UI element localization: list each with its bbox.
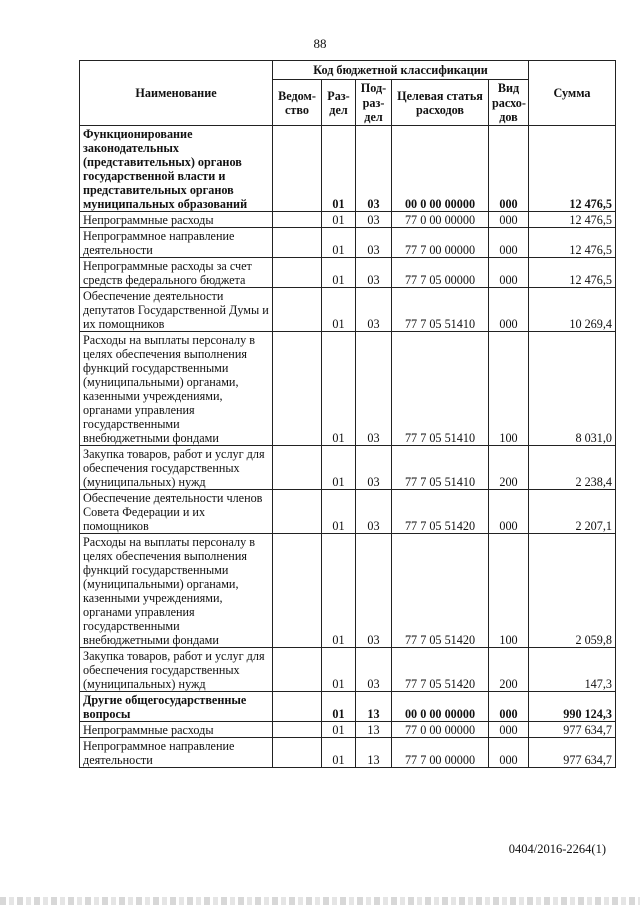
header-summa: Сумма xyxy=(529,61,616,126)
table-row xyxy=(80,648,616,692)
cell-summa: 12 476,5 xyxy=(529,126,616,212)
cell-vedomstvo xyxy=(273,446,322,490)
cell-vedomstvo xyxy=(273,692,322,722)
table-row xyxy=(80,288,616,332)
cell-name: Непрограммные расходы за счет средств федерального бюджета xyxy=(80,258,273,288)
cell-tselevaya-statya: 77 7 05 51410 xyxy=(392,446,489,490)
cell-name: Функционирование законодательных (представительных) органов государственной власти и представительных органов муниципальных образований xyxy=(80,126,273,212)
scan-artifact-strip xyxy=(0,897,640,905)
cell-summa: 977 634,7 xyxy=(529,722,616,738)
cell-tselevaya-statya: 77 0 00 00000 xyxy=(392,212,489,228)
cell-vedomstvo xyxy=(273,228,322,258)
cell-vid-raskhodov: 000 xyxy=(489,288,529,332)
cell-name: Непрограммные расходы xyxy=(80,722,273,738)
cell-tselevaya-statya: 77 7 05 51410 xyxy=(392,288,489,332)
header-tselevaya-statya: Целевая статья расходов xyxy=(392,80,489,126)
table-row xyxy=(80,738,616,768)
cell-vid-raskhodov: 000 xyxy=(489,258,529,288)
cell-name: Расходы на выплаты персоналу в целях обеспечения выполнения функций государственными (муниципальными) органами, казенными учреждениями, органами управления государственными внебюджетными фондами xyxy=(80,332,273,446)
cell-tselevaya-statya: 77 7 05 51420 xyxy=(392,534,489,648)
cell-vedomstvo xyxy=(273,648,322,692)
cell-summa: 977 634,7 xyxy=(529,738,616,768)
cell-podrazdel: 03 xyxy=(356,332,392,446)
cell-summa: 12 476,5 xyxy=(529,212,616,228)
table-row xyxy=(80,722,616,738)
header-vid-raskhodov: Вид расхо-дов xyxy=(489,80,529,126)
cell-razdel: 01 xyxy=(322,490,356,534)
cell-vid-raskhodov: 000 xyxy=(489,738,529,768)
cell-vedomstvo xyxy=(273,490,322,534)
cell-summa: 147,3 xyxy=(529,648,616,692)
cell-name: Расходы на выплаты персоналу в целях обеспечения выполнения функций государственными (муниципальными) органами, казенными учреждениями, органами управления государственными внебюджетными фондами xyxy=(80,534,273,648)
cell-vid-raskhodov: 000 xyxy=(489,692,529,722)
cell-vid-raskhodov: 000 xyxy=(489,126,529,212)
cell-vedomstvo xyxy=(273,288,322,332)
table-row xyxy=(80,228,616,258)
cell-razdel: 01 xyxy=(322,738,356,768)
cell-name: Непрограммные расходы xyxy=(80,212,273,228)
cell-vedomstvo xyxy=(273,534,322,648)
cell-summa: 10 269,4 xyxy=(529,288,616,332)
cell-name: Другие общегосударственные вопросы xyxy=(80,692,273,722)
cell-razdel: 01 xyxy=(322,228,356,258)
header-podrazdel: Под-раз-дел xyxy=(356,80,392,126)
header-name: Наименование xyxy=(80,61,273,126)
table-row xyxy=(80,534,616,648)
table-row xyxy=(80,332,616,446)
cell-razdel: 01 xyxy=(322,332,356,446)
table-body xyxy=(80,126,616,768)
table-row xyxy=(80,212,616,228)
cell-tselevaya-statya: 00 0 00 00000 xyxy=(392,126,489,212)
cell-summa: 2 238,4 xyxy=(529,446,616,490)
budget-table xyxy=(79,60,616,768)
cell-podrazdel: 03 xyxy=(356,288,392,332)
cell-vid-raskhodov: 000 xyxy=(489,490,529,534)
cell-tselevaya-statya: 77 7 00 00000 xyxy=(392,738,489,768)
cell-podrazdel: 03 xyxy=(356,212,392,228)
cell-vid-raskhodov: 000 xyxy=(489,212,529,228)
cell-vedomstvo xyxy=(273,738,322,768)
cell-razdel: 01 xyxy=(322,446,356,490)
cell-razdel: 01 xyxy=(322,212,356,228)
cell-podrazdel: 03 xyxy=(356,490,392,534)
cell-name: Закупка товаров, работ и услуг для обеспечения государственных (муниципальных) нужд xyxy=(80,648,273,692)
table-row xyxy=(80,692,616,722)
cell-tselevaya-statya: 77 0 00 00000 xyxy=(392,722,489,738)
cell-summa: 8 031,0 xyxy=(529,332,616,446)
cell-tselevaya-statya: 77 7 05 51410 xyxy=(392,332,489,446)
cell-vedomstvo xyxy=(273,126,322,212)
cell-summa: 990 124,3 xyxy=(529,692,616,722)
cell-name: Закупка товаров, работ и услуг для обеспечения государственных (муниципальных) нужд xyxy=(80,446,273,490)
cell-razdel: 01 xyxy=(322,288,356,332)
cell-vedomstvo xyxy=(273,332,322,446)
cell-tselevaya-statya: 77 7 05 51420 xyxy=(392,490,489,534)
cell-name: Обеспечение деятельности депутатов Государственной Думы и их помощников xyxy=(80,288,273,332)
cell-razdel: 01 xyxy=(322,722,356,738)
table-row xyxy=(80,490,616,534)
cell-podrazdel: 03 xyxy=(356,534,392,648)
cell-name: Обеспечение деятельности членов Совета Федерации и их помощников xyxy=(80,490,273,534)
cell-vid-raskhodov: 000 xyxy=(489,228,529,258)
cell-vedomstvo xyxy=(273,212,322,228)
table-row xyxy=(80,126,616,212)
cell-vid-raskhodov: 100 xyxy=(489,534,529,648)
cell-name: Непрограммное направление деятельности xyxy=(80,738,273,768)
document-code: 0404/2016-2264(1) xyxy=(508,842,606,856)
cell-podrazdel: 03 xyxy=(356,648,392,692)
cell-summa: 12 476,5 xyxy=(529,258,616,288)
cell-summa: 2 059,8 xyxy=(529,534,616,648)
header-classification-group: Код бюджетной классификации xyxy=(273,61,529,80)
header-vedomstvo: Ведом-ство xyxy=(273,80,322,126)
cell-razdel: 01 xyxy=(322,258,356,288)
cell-podrazdel: 13 xyxy=(356,722,392,738)
cell-podrazdel: 03 xyxy=(356,446,392,490)
cell-vid-raskhodov: 100 xyxy=(489,332,529,446)
header-razdel: Раз-дел xyxy=(322,80,356,126)
cell-razdel: 01 xyxy=(322,692,356,722)
table-row xyxy=(80,446,616,490)
cell-name: Непрограммное направление деятельности xyxy=(80,228,273,258)
cell-tselevaya-statya: 77 7 00 00000 xyxy=(392,228,489,258)
cell-razdel: 01 xyxy=(322,534,356,648)
cell-tselevaya-statya: 77 7 05 51420 xyxy=(392,648,489,692)
cell-summa: 2 207,1 xyxy=(529,490,616,534)
cell-podrazdel: 03 xyxy=(356,258,392,288)
cell-tselevaya-statya: 00 0 00 00000 xyxy=(392,692,489,722)
table-row xyxy=(80,258,616,288)
page-number: 88 xyxy=(313,36,327,51)
cell-razdel: 01 xyxy=(322,648,356,692)
cell-podrazdel: 13 xyxy=(356,692,392,722)
cell-vid-raskhodov: 200 xyxy=(489,648,529,692)
cell-vedomstvo xyxy=(273,258,322,288)
cell-summa: 12 476,5 xyxy=(529,228,616,258)
cell-podrazdel: 13 xyxy=(356,738,392,768)
cell-vedomstvo xyxy=(273,722,322,738)
cell-vid-raskhodov: 200 xyxy=(489,446,529,490)
cell-podrazdel: 03 xyxy=(356,126,392,212)
cell-tselevaya-statya: 77 7 05 00000 xyxy=(392,258,489,288)
cell-podrazdel: 03 xyxy=(356,228,392,258)
cell-razdel: 01 xyxy=(322,126,356,212)
cell-vid-raskhodov: 000 xyxy=(489,722,529,738)
